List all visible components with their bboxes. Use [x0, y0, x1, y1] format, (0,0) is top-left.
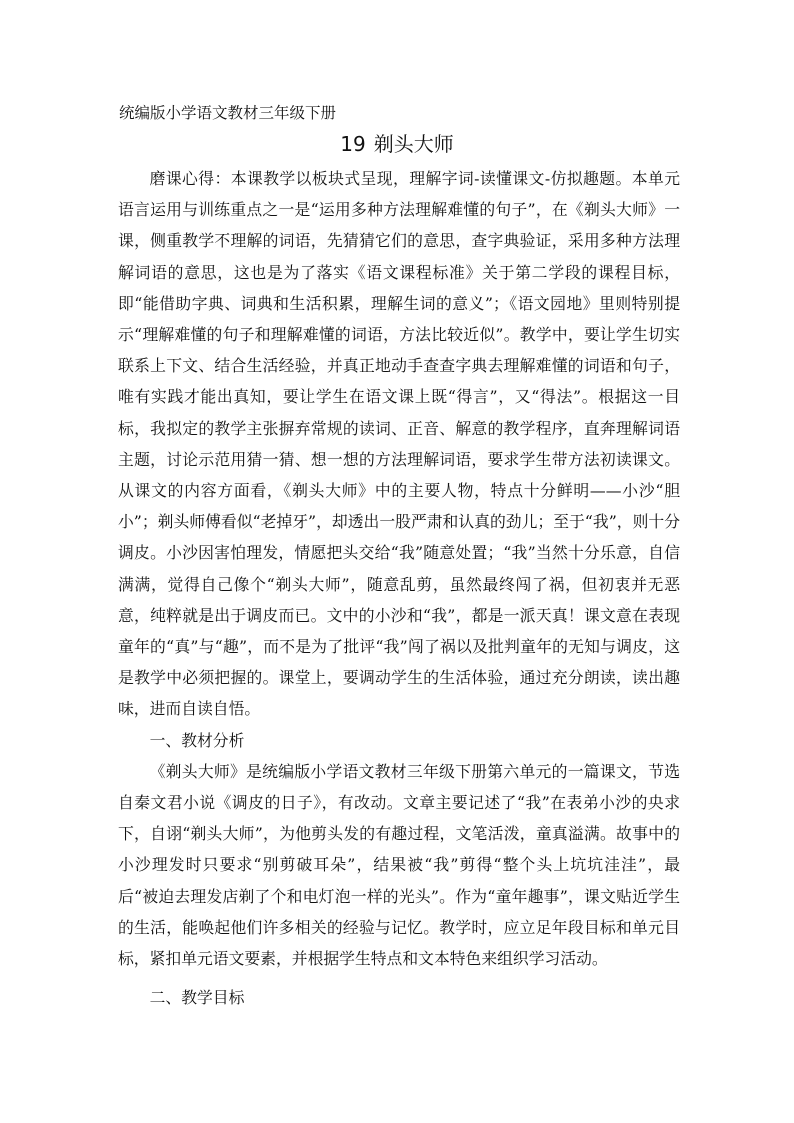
section-heading-textbook-analysis: 一、教材分析 — [149, 730, 245, 750]
section-heading-teaching-goals: 二、教学目标 — [149, 988, 245, 1008]
textbook-analysis-paragraph: 《剃头大师》是统编版小学语文教材三年级下册第六单元的一篇课文，节选自秦文君小说《调皮的日子》，有改动。文章主要记述了“我”在表弟小沙的央求下，自诩“剃头大师”，为他剪头发的有趣过程，文笔活泼，童真溢满。故事中的小沙理发时只要求“别剪破耳朵”，结果被“我”剪得“整个头上坑坑洼洼”，最后“被迫去理发店剃了个和电灯泡一样的光头”。作为“童年趣事”，课文贴近学生的生活，能唤起他们许多相关的经验与记忆。教学时，应立足年段目标和单元目标，紧扣单元语文要素，并根据学生特点和文本特色来组织学习活动。 — [118, 761, 680, 969]
lesson-title — [0, 131, 794, 157]
reflection-paragraph: 磨课心得：本课教学以板块式呈现，理解字词-读懂课文-仿拟趣题。本单元语言运用与训练重点之一是“运用多种方法理解难懂的句子”，在《剃头大师》一课，侧重教学不理解的词语，先猜猜它们的意思，查字典验证，采用多种方法理解词语的意思，这也是为了落实《语文课程标准》关于第二学段的课程目标，即“能借助字典、词典和生活积累，理解生词的意义”；《语文园地》里则特别提示“理解难懂的句子和理解难懂的词语，方法比较近似”。教学中，要让学生切实联系上下文、结合生活经验，并真正地动手查查字典去理解难懂的词语和句子，唯有实践才能出真知，要让学生在语文课上既“得言”，又“得法”。根据这一目标，我拟定的教学主张摒弃常规的读词、正音、解意的教学程序，直奔理解词语主题，讨论示范用猜一猜、想一想的方法理解词语，要求学生带方法初读课文。从课文的内容方面看，《剃头大师》中的主要人物，特点十分鲜明——小沙“胆小”；剃头师傅看似“老掉牙”，却透出一股严肃和认真的劲儿；至于“我”，则十分调皮。小沙因害怕理发，情愿把头交给“我”随意处置；“我”当然十分乐意，自信满满，觉得自己像个“剃头大师”，随意乱剪，虽然最终闯了祸，但初衷并无恶意，纯粹就是出于调皮而已。文中的小沙和“我”，都是一派天真！课文意在表现童年的“真”与“趣”，而不是为了批评“我”闯了祸以及批判童年的无知与调皮，这是教学中必须把握的。课堂上，要调动学生的生活体验，通过充分朗读，读出趣味，进而自读自悟。 — [118, 169, 680, 719]
textbook-header: 统编版小学语文教材三年级下册 — [119, 104, 337, 122]
lesson-title-text: 剃头大师 — [373, 132, 454, 156]
lesson-number: 19 — [340, 132, 366, 156]
document-body — [118, 163, 680, 1013]
